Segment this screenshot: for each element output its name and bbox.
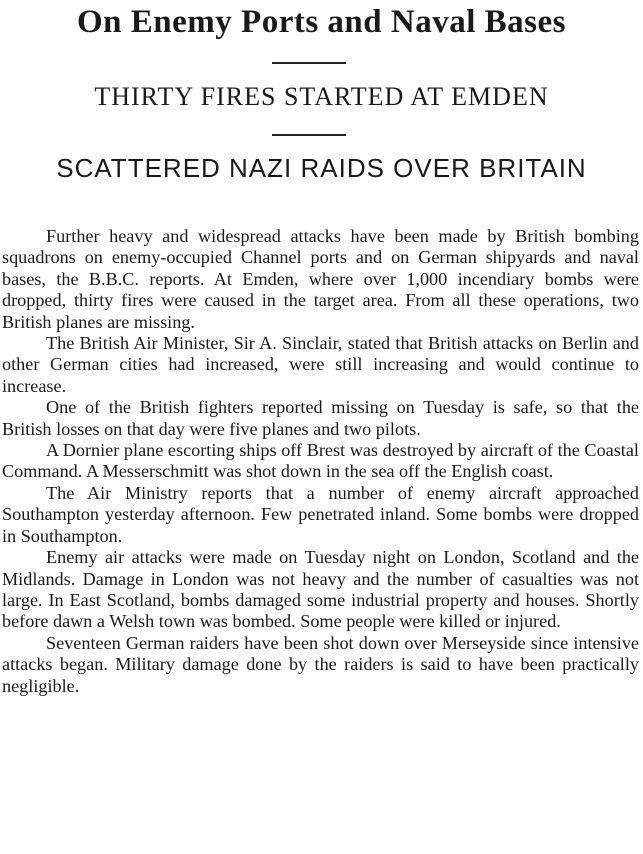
- subheadline-raids: SCATTERED NAZI RAIDS OVER BRITAIN: [56, 153, 587, 183]
- main-headline: On Enemy Ports and Naval Bases: [77, 4, 566, 40]
- paragraph-dornier: A Dornier plane escorting ships off Brest was destroyed by aircraft of the Coastal Command. A Messerschmitt was shot down in the sea off the English coast.: [2, 440, 639, 482]
- paragraph-night-attacks: Enemy air attacks were made on Tuesday night on London, Scotland and the Midlands. Damage in London was not heavy and the number of casualties was not large. In East Scotland, bombs damaged some industrial property and houses. Shortly before dawn a Welsh town was bombed. Some people were killed or injured.: [2, 547, 639, 632]
- paragraph-merseyside: Seventeen German raiders have been shot down over Merseyside since intensive attacks began. Military damage done by the raiders is said to have been practically negligible.: [2, 632, 639, 696]
- paragraph-attacks: Further heavy and widespread attacks have been made by British bombing squadrons on enemy-occupied Channel ports and on German shipyards and naval bases, the B.B.C. reports. At Emden, where over 1,000 incendiary bombs were dropped, thirty fires were caused in the target area. From all these operations, two British planes are missing.: [2, 226, 639, 332]
- subheadline-emden: THIRTY FIRES STARTED AT EMDEN: [94, 82, 549, 111]
- headline-divider-bottom: [272, 134, 346, 136]
- paragraph-air-minister: The British Air Minister, Sir A. Sinclair, stated that British attacks on Berlin and other German cities had increased, were still increasing and would continue to increase.: [2, 333, 639, 396]
- headline-divider-top: [272, 62, 346, 64]
- paragraph-fighters-safe: One of the British fighters reported missing on Tuesday is safe, so that the British losses on that day were five planes and two pilots.: [2, 397, 639, 439]
- paragraph-southampton: The Air Ministry reports that a number of enemy aircraft approached Southampton yesterday afternoon. Few penetrated inland. Some bombs were dropped in Southampton.: [2, 482, 639, 546]
- article-body: [2, 226, 639, 697]
